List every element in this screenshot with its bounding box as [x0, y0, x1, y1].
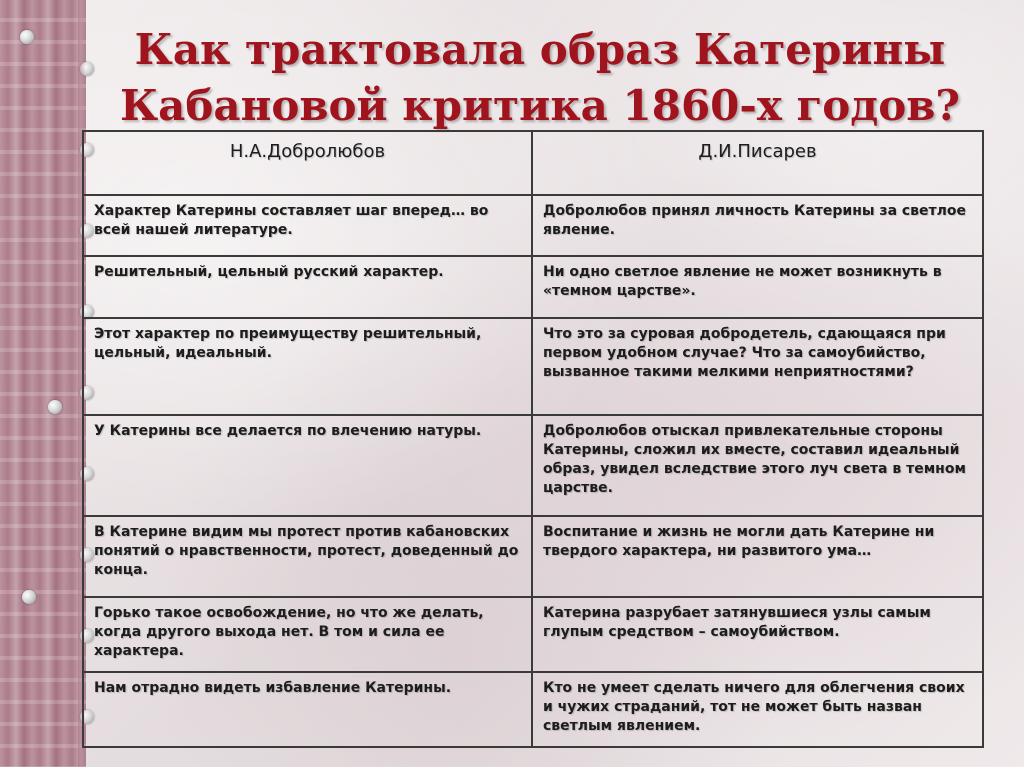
- decorative-border: [0, 0, 86, 767]
- table-header-row: [83, 131, 983, 195]
- pisarev-cell: Воспитание и жизнь не могли дать Катерине ни твердого характера, ни развитого ума…: [532, 516, 983, 597]
- table-row: [83, 256, 983, 318]
- gem-icon: [20, 30, 34, 44]
- header-pisarev: Д.И.Писарев: [532, 131, 983, 195]
- table-row: [83, 597, 983, 672]
- dobrolyubov-cell: У Катерины все делается по влечению натуры.: [83, 415, 532, 516]
- pisarev-cell: Что это за суровая добродетель, сдающаяся при первом удобном случае? Что за самоубийство, вызванное такими мелкими неприятностями?: [532, 318, 983, 415]
- table-row: [83, 318, 983, 415]
- title-line-2: Кабановой критика 1860-х годов?: [119, 81, 961, 130]
- pisarev-cell: Кто не умеет сделать ничего для облегчения своих и чужих страданий, тот не может быть назван светлым явлением.: [532, 672, 983, 747]
- pisarev-cell: Катерина разрубает затянувшиеся узлы самым глупым средством – самоубийством.: [532, 597, 983, 672]
- gem-icon: [22, 590, 36, 604]
- critics-comparison-table: [82, 130, 984, 748]
- table-row: [83, 195, 983, 256]
- page-title: [90, 22, 990, 134]
- gem-icon: [48, 400, 62, 414]
- dobrolyubov-cell: В Катерине видим мы протест против кабановских понятий о нравственности, протест, доведенный до конца.: [83, 516, 532, 597]
- pisarev-cell: Ни одно светлое явление не может возникнуть в «темном царстве».: [532, 256, 983, 318]
- dobrolyubov-cell: Этот характер по преимуществу решительный, цельный, идеальный.: [83, 318, 532, 415]
- title-line-1: Как трактовала образ Катерины: [134, 25, 946, 74]
- pisarev-cell: Добролюбов принял личность Катерины за светлое явление.: [532, 195, 983, 256]
- table-row: [83, 672, 983, 747]
- dobrolyubov-cell: Нам отрадно видеть избавление Катерины.: [83, 672, 532, 747]
- table-row: [83, 516, 983, 597]
- dobrolyubov-cell: Решительный, цельный русский характер.: [83, 256, 532, 318]
- header-dobrolyubov: Н.А.Добролюбов: [83, 131, 532, 195]
- pisarev-cell: Добролюбов отыскал привлекательные стороны Катерины, сложил их вместе, составил идеальный образ, увидел вследствие этого луч света в темном царстве.: [532, 415, 983, 516]
- dobrolyubov-cell: Горько такое освобождение, но что же делать, когда другого выхода нет. В том и сила ее характера.: [83, 597, 532, 672]
- dobrolyubov-cell: Характер Катерины составляет шаг вперед… во всей нашей литературе.: [83, 195, 532, 256]
- table-row: [83, 415, 983, 516]
